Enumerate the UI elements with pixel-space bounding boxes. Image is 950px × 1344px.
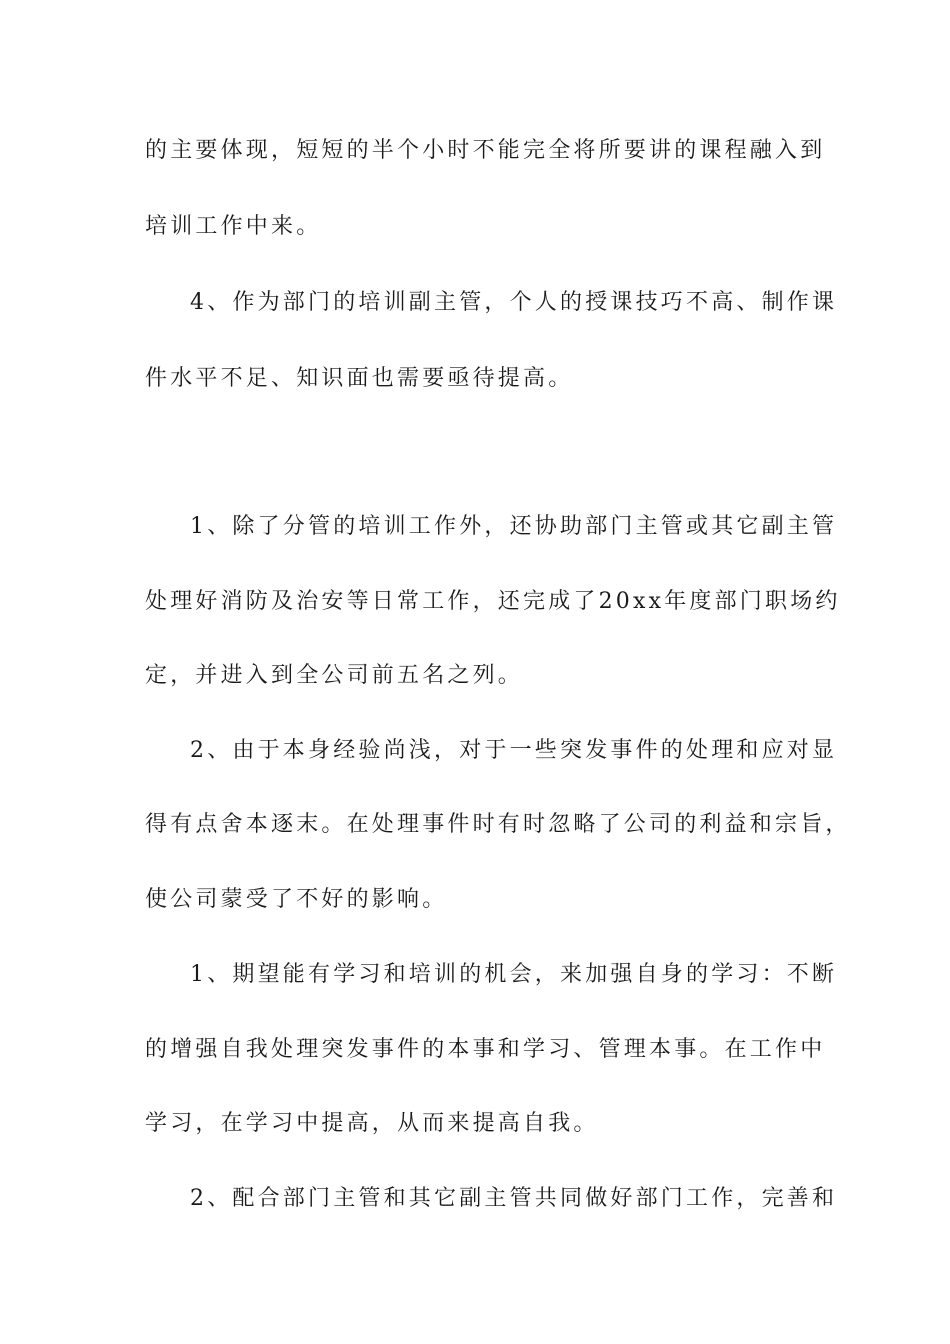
paragraph-line: 使公司蒙受了不好的影响。: [145, 887, 448, 912]
paragraph-line: 2、由于本身经验尚浅，对于一些突发事件的处理和应对显: [190, 738, 838, 763]
paragraph-line: 培训工作中来。: [145, 214, 322, 239]
paragraph-line: 的主要体现，短短的半个小时不能完全将所要讲的课程融入到: [145, 138, 826, 163]
paragraph-line: 的增强自我处理突发事件的本事和学习、管理本事。在工作中: [145, 1037, 826, 1062]
paragraph-line: 定，并进入到全公司前五名之列。: [145, 663, 524, 688]
paragraph-line: 1、期望能有学习和培训的机会，来加强自身的学习：不断: [190, 962, 838, 987]
paragraph-line: 学习，在学习中提高，从而来提高自我。: [145, 1111, 599, 1136]
paragraph-line: 处理好消防及治安等日常工作，还完成了20xx年度部门职场约: [145, 589, 841, 614]
paragraph-line: 4、作为部门的培训副主管，个人的授课技巧不高、制作课: [190, 290, 838, 315]
paragraph-line: 2、配合部门主管和其它副主管共同做好部门工作，完善和: [190, 1186, 838, 1211]
paragraph-line: 1、除了分管的培训工作外，还协助部门主管或其它副主管: [190, 514, 838, 539]
paragraph-line: 得有点舍本逐末。在处理事件时有时忽略了公司的利益和宗旨，: [145, 812, 851, 837]
paragraph-line: 件水平不足、知识面也需要亟待提高。: [145, 366, 574, 391]
